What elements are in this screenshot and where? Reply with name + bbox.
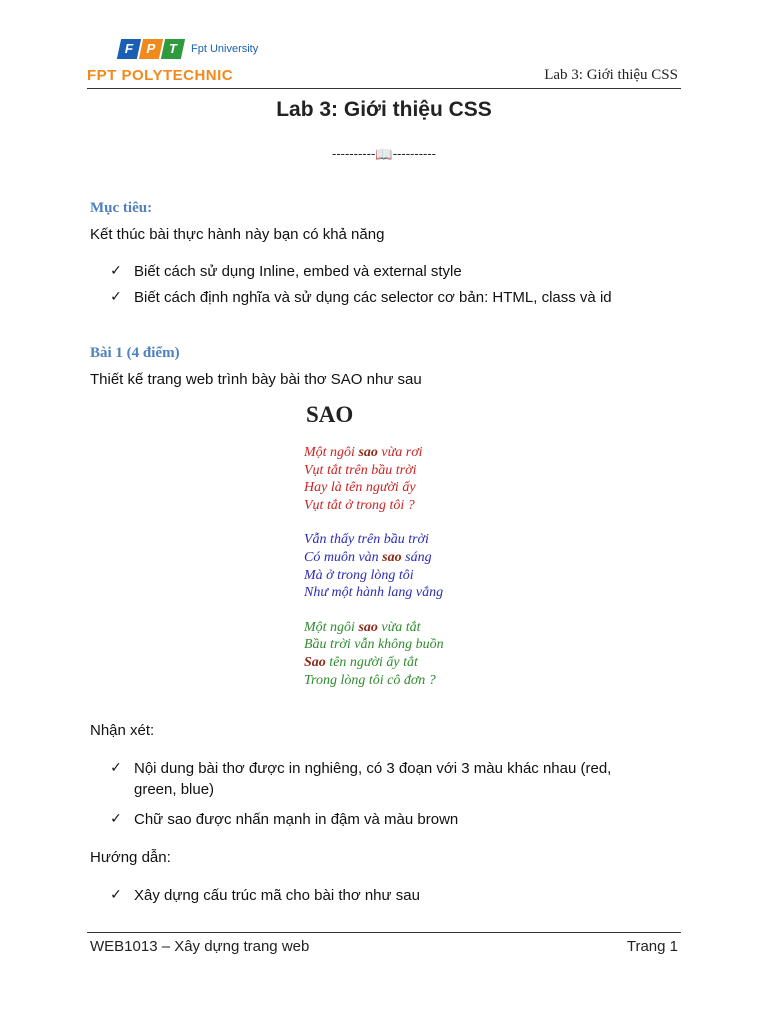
poem-line: [304, 479, 504, 497]
checkmark-icon: ✓: [110, 289, 122, 305]
guide-item: [112, 887, 682, 904]
title-divider: [0, 146, 768, 163]
divider-dashes-left: ----------: [331, 146, 376, 161]
remark-item-text: Chữ sao được nhấn mạnh in đậm và màu brown: [134, 811, 459, 828]
poem-stanza: [304, 619, 504, 689]
footer-page-number: Trang 1: [626, 938, 678, 955]
poem-stanza: [304, 444, 504, 514]
objective-item-text: Biết cách định nghĩa và sử dụng các selector cơ bản: HTML, class và id: [134, 289, 612, 306]
poem-line: [304, 549, 504, 567]
poem-emphasis-word: sao: [358, 445, 378, 460]
poem-line-text: Bầu trời vẫn không buồn: [304, 637, 444, 653]
remark-item: [112, 811, 682, 828]
logo-letter-t: T: [161, 39, 185, 59]
poem-line: [304, 497, 504, 515]
poem-body: [304, 444, 504, 689]
poem-line: [304, 531, 504, 549]
poem-emphasis-word: sao: [382, 549, 402, 565]
poem-line-text: Một ngôi: [304, 619, 359, 635]
exercise-intro: Thiết kế trang web trình bày bài thơ SAO như sau: [90, 371, 422, 388]
remark-item-text-line1: Nội dung bài thơ được in nghiêng, có 3 đoạn với 3 màu khác nhau (red,: [134, 760, 612, 777]
footer-rule: [87, 932, 681, 933]
objective-item-text: Biết cách sử dụng Inline, embed và external style: [134, 263, 462, 280]
poem-line-text: Như một hành lang vắng: [304, 585, 444, 601]
poem-line: [304, 462, 504, 480]
checkmark-icon: ✓: [110, 760, 122, 776]
poem-line: [304, 619, 504, 637]
logo-letter-f: F: [117, 39, 141, 59]
checkmark-icon: ✓: [110, 811, 122, 827]
poem-line-text: Một ngôi: [304, 445, 359, 460]
poem-line-text: Có muôn vàn: [304, 549, 383, 565]
poem-figure: [304, 400, 504, 706]
poem-line-text: Vụt tắt trên bầu trời: [304, 462, 417, 478]
remarks-heading: Nhận xét:: [90, 722, 155, 739]
poem-line-text: sáng: [401, 549, 432, 565]
fpt-logo-mark: [119, 39, 185, 59]
divider-dashes-right: ----------: [392, 146, 437, 161]
poem-line: [304, 444, 504, 462]
brand-name: FPT POLYTECHNIC: [87, 67, 234, 84]
poem-line-text: Trong lòng tôi cô đơn ?: [304, 672, 436, 688]
page-title: Lab 3: Giới thiệu CSS: [276, 98, 492, 121]
objective-item: [112, 263, 682, 280]
poem-line: [304, 636, 504, 654]
poem-line: [304, 654, 504, 672]
checkmark-icon: ✓: [110, 887, 122, 903]
poem-line-text: tên người ấy tắt: [325, 654, 418, 670]
checkmark-icon: ✓: [110, 263, 122, 279]
exercise-heading: Bài 1 (4 điểm): [90, 345, 180, 361]
poem-line: [304, 584, 504, 602]
poem-line-text: Hay là tên người ấy: [304, 480, 416, 496]
guide-item-text: Xây dựng cấu trúc mã cho bài thơ như sau: [134, 887, 420, 904]
fpt-logo: [119, 34, 258, 64]
remark-item-text-line2: green, blue): [134, 781, 215, 798]
objective-item: [112, 289, 682, 306]
remark-item: [112, 760, 682, 798]
poem-line-text: Vụt tắt ở trong tôi ?: [304, 497, 415, 513]
header-rule: [87, 88, 681, 89]
poem-line-text: Mà ở trong lòng tôi: [304, 567, 414, 583]
poem-line: [304, 567, 504, 585]
poem-emphasis-word: sao: [358, 619, 378, 635]
poem-line: [304, 672, 504, 690]
objectives-heading: Mục tiêu:: [90, 200, 153, 216]
logo-university-text: Fpt University: [191, 43, 259, 55]
objectives-intro: Kết thúc bài thực hành này bạn có khả năng: [90, 226, 385, 243]
poem-line-text: Vẫn thấy trên bầu trời: [304, 532, 429, 548]
poem-line-text: vừa tắt: [377, 619, 421, 635]
poem-emphasis-word: Sao: [304, 654, 326, 670]
logo-letter-p: P: [139, 39, 163, 59]
poem-stanza: [304, 531, 504, 601]
guide-heading: Hướng dẫn:: [90, 849, 171, 866]
header-lab-title: Lab 3: Giới thiệu CSS: [544, 67, 678, 83]
poem-line-text: vừa rơi: [377, 445, 423, 460]
book-icon: 📖: [375, 146, 393, 162]
poem-title: SAO: [306, 402, 354, 427]
footer-course: WEB1013 – Xây dựng trang web: [90, 938, 310, 955]
